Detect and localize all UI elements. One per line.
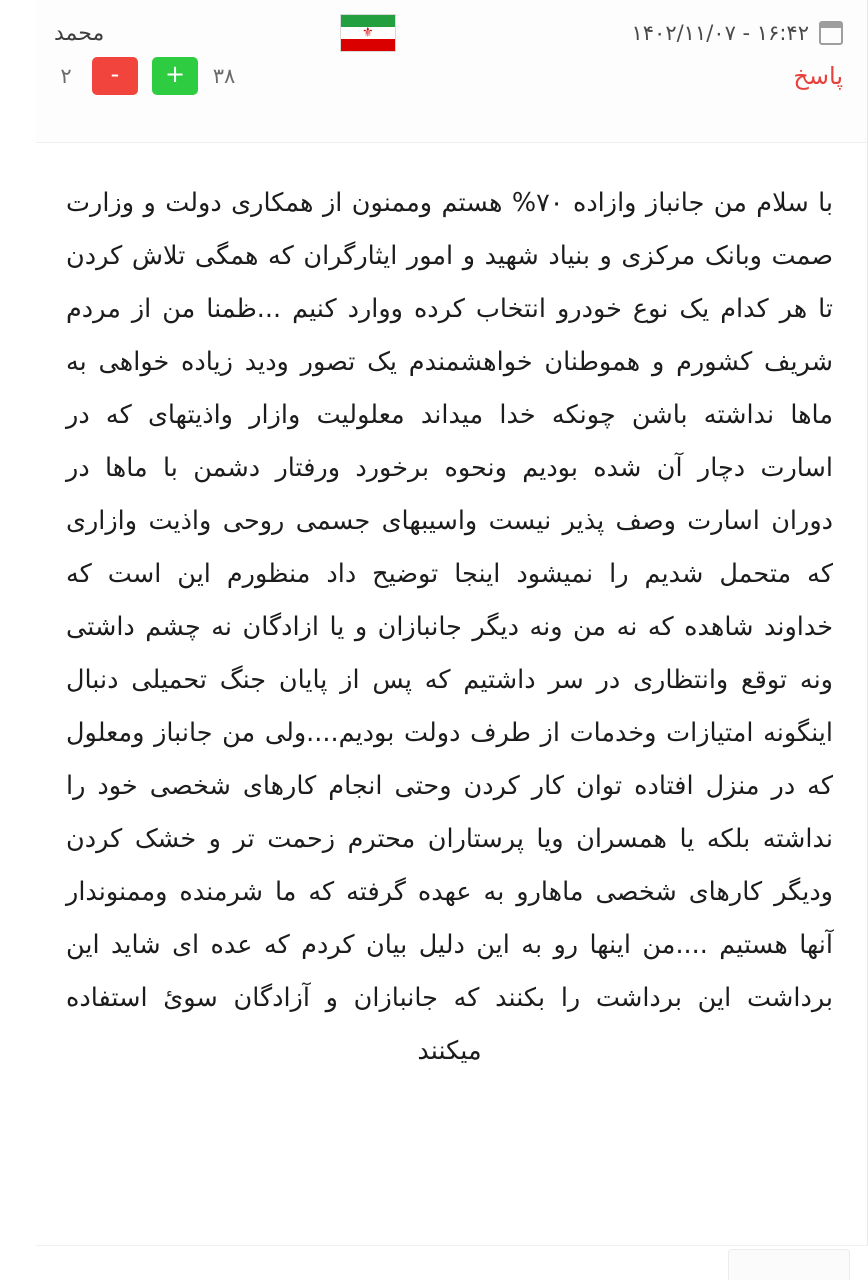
left-gutter <box>0 0 37 1280</box>
comment-author: محمد <box>54 20 105 46</box>
calendar-icon <box>819 21 843 45</box>
comment-date-block <box>631 21 843 45</box>
vote-group <box>54 57 236 95</box>
comment-text: با سلام من جانباز وازاده ۷۰% هستم وممنون از همکاری دولت و وزارت صمت وبانک مرکزی و بنیاد شهید و امور ایثارگران که همگی تلاش کردن تا هر کدام یک نوع خودرو انتخاب کرده ووارد کنیم ...ظمنا من از مردم شریف کشورم و هموطنان خواهشمندم یک تصور ودید زیاده خواهی به ماها نداشته باشن چونکه خدا میداند معلولیت وازار واذیتهای که در اسارت دچار آن شده بودیم ونحوه برخورد ورفتار دشمن با ماها در دوران اسارت وصف پذیر نیست واسیبهای جسمی روحی واذیت وازاری که متحمل شدیم را نمیشود اینجا توضیح داد منظورم این است که خداوند شاهده که نه من ونه دیگر جانبازان و یا ازادگان نه چشم داشتی ونه توقع وانتظاری در سر داشتیم که پس از پایان جنگ تحمیلی دنبال اینگونه امتیازات وخدمات از طرف دولت بودیم....ولی من جانباز ومعلول که در منزل افتاده توان کار کردن وحتی انجام کارهای شخصی خود را نداشته بلکه یا همسران ویا پرستاران محترم زحمت تر و خشک کردن ودیگر کارهای شخصی ماهارو به عهده گرفته که ما شرمنده وممنوندار آنها هستیم ....من اینها رو به این دلیل بیان کردم که عده ای شاید این برداشت این برداشت را بکنند که جانبازان و آزادگان سوئ استفاده میکنند <box>66 188 833 1066</box>
comment-header <box>36 0 867 143</box>
bottom-strip <box>36 1245 868 1280</box>
downvote-count: ۲ <box>60 64 72 88</box>
comment-date: ۱۴۰۲/۱۱/۰۷ - ۱۶:۴۲ <box>631 21 809 45</box>
iran-flag-icon <box>340 14 396 52</box>
bottom-corner-box[interactable] <box>728 1249 850 1280</box>
comment-card <box>36 0 868 1280</box>
upvote-button[interactable]: + <box>152 57 198 95</box>
flag-emblem-icon: ⚜ <box>362 25 374 41</box>
comment-meta-row <box>36 0 867 44</box>
comment-actions-row <box>36 44 867 100</box>
upvote-count: ۳۸ <box>212 64 236 88</box>
reply-button[interactable]: پاسخ <box>793 62 843 90</box>
downvote-button[interactable]: - <box>92 57 138 95</box>
